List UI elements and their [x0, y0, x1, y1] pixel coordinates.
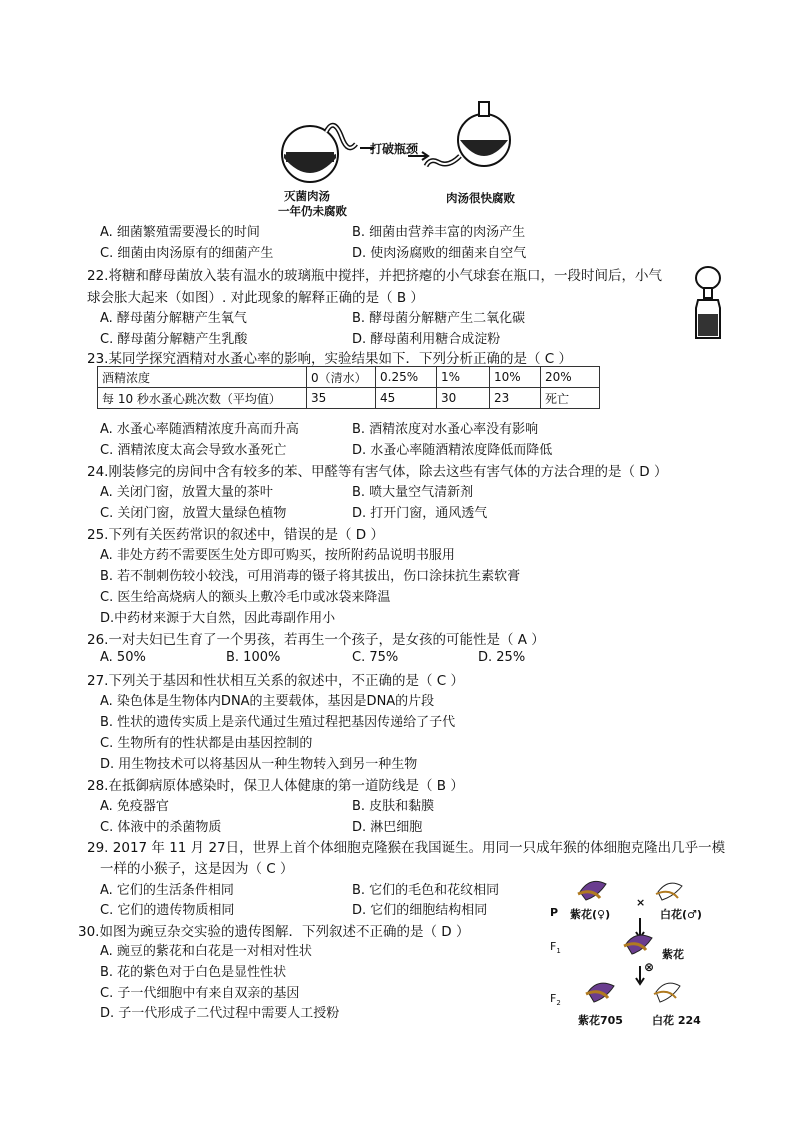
table-cell: 23 [490, 388, 541, 409]
q22-option-b: B. 酵母菌分解糖产生二氧化碳 [352, 311, 526, 326]
q28-option-a: A. 免疫器官 [100, 799, 169, 814]
purple-female-label: 紫花(♀) [570, 908, 611, 921]
q29-option-a: A. 它们的生活条件相同 [100, 883, 234, 898]
f2-generation-label [550, 992, 561, 1007]
q29-option-b: B. 它们的毛色和花纹相同 [352, 883, 500, 898]
q25-option-b: B. 若不制刺伤较小较浅，可用消毒的镊子将其拔出，伤口涂抹抗生素软膏 [100, 569, 521, 584]
q26-option-a: A. 50% [100, 650, 146, 665]
table-cell: 1% [437, 367, 490, 388]
f1-subscript: 1 [556, 947, 561, 956]
q30-option-a: A. 豌豆的紫花和白花是一对相对性状 [100, 944, 312, 959]
q27-option-c: C. 生物所有的性状都是由基因控制的 [100, 736, 313, 751]
table-cell: 0（清水） [307, 367, 376, 388]
left-flask-caption-2: 一年仍未腐败 [278, 204, 347, 218]
q29-stem-line2: 一样的小猴子，这是因为（ C ） [100, 861, 294, 877]
q21-option-d: D. 使肉汤腐败的细菌来自空气 [352, 246, 527, 261]
q23-option-c: C. 酒精浓度太高会导致水蚤死亡 [100, 443, 287, 458]
q23-option-b: B. 酒精浓度对水蚤心率没有影响 [352, 422, 539, 437]
table-cell: 35 [307, 388, 376, 409]
p-generation-label: P [550, 906, 559, 919]
right-flask-caption: 肉汤很快腐败 [446, 191, 515, 205]
table-cell: 酒精浓度 [98, 367, 307, 388]
q30-option-b: B. 花的紫色对于白色是显性性状 [100, 965, 287, 980]
q27-option-a: A. 染色体是生物体内DNA的主要载体，基因是DNA的片段 [100, 694, 435, 709]
table-row [98, 367, 600, 388]
q28-option-b: B. 皮肤和黏膜 [352, 799, 435, 814]
q23-data-table [97, 366, 600, 409]
q22-option-a: A. 酵母菌分解糖产生氧气 [100, 311, 247, 326]
q27-option-d: D. 用生物技术可以将基因从一种生物转入到另一种生物 [100, 757, 418, 772]
q29-stem-line1: 29. 2017 年 11 月 27日，世界上首个体细胞克隆猴在我国诞生。用同一只成年猴的体细胞克隆出几乎一模 [87, 840, 726, 856]
table-cell: 20% [541, 367, 600, 388]
q22-stem-line1: 22.将糖和酵母菌放入装有温水的玻璃瓶中搅拌，并把挤瘪的小气球套在瓶口，一段时间后，小气 [87, 268, 662, 284]
table-cell: 10% [490, 367, 541, 388]
f2-subscript: 2 [556, 999, 561, 1008]
white-male-label: 白花(♂) [660, 908, 702, 921]
f1-letter: F [550, 940, 557, 953]
selfing-symbol: ⊗ [644, 960, 655, 974]
q21-option-a: A. 细菌繁殖需要漫长的时间 [100, 225, 260, 240]
q30-option-d: D. 子一代形成子二代过程中需要人工授粉 [100, 1006, 340, 1021]
q28-option-d: D. 淋巴细胞 [352, 820, 423, 835]
q29-option-d: D. 它们的细胞结构相同 [352, 903, 488, 918]
f2-purple-count: 紫花705 [578, 1014, 623, 1027]
q26-option-c: C. 75% [352, 650, 399, 665]
swan-neck-flask-figure [278, 96, 526, 220]
q22-option-c: C. 酵母菌分解糖产生乳酸 [100, 332, 248, 347]
left-flask-caption-1: 灭菌肉汤 [284, 189, 330, 203]
q25-stem: 25.下列有关医药常识的叙述中，错误的是（ D ） [87, 527, 384, 543]
table-cell: 30 [437, 388, 490, 409]
q30-option-c: C. 子一代细胞中有来自双亲的基因 [100, 986, 300, 1001]
flask-arrow-label: 打破瓶颈 [370, 142, 419, 156]
q22-stem-line2: 球会胀大起来（如图）. 对此现象的解释正确的是（ B ） [87, 290, 424, 306]
q23-option-a: A. 水蚤心率随酒精浓度升高而升高 [100, 422, 299, 437]
q29-option-c: C. 它们的遗传物质相同 [100, 903, 235, 918]
q24-option-d: D. 打开门窗，通风透气 [352, 506, 488, 521]
q28-stem: 28.在抵御病原体感染时，保卫人体健康的第一道防线是（ B ） [87, 778, 464, 794]
q26-option-d: D. 25% [478, 650, 526, 665]
q25-option-c: C. 医生给高烧病人的额头上敷冷毛巾或冰袋来降温 [100, 590, 391, 605]
table-cell: 死亡 [541, 388, 600, 409]
q24-option-c: C. 关闭门窗，放置大量绿色植物 [100, 506, 287, 521]
table-cell: 45 [376, 388, 437, 409]
q21-option-b: B. 细菌由营养丰富的肉汤产生 [352, 225, 526, 240]
q28-option-c: C. 体液中的杀菌物质 [100, 820, 222, 835]
table-cell: 每 10 秒水蚤心跳次数（平均值） [98, 388, 307, 409]
q24-option-a: A. 关闭门窗，放置大量的茶叶 [100, 485, 273, 500]
q30-stem: 30.如图为豌豆杂交实验的遗传图解．下列叙述不正确的是（ D ） [78, 924, 470, 940]
f1-flower-label: 紫花 [662, 948, 684, 961]
f2-letter: F [550, 992, 557, 1005]
q21-option-c: C. 细菌由肉汤原有的细菌产生 [100, 246, 274, 261]
cross-symbol: × [636, 896, 646, 909]
q24-stem: 24.刚装修完的房间中含有较多的苯、甲醛等有害气体，除去这些有害气体的方法合理的是（ D ） [87, 464, 668, 480]
f2-white-count: 白花 224 [652, 1014, 701, 1027]
q25-option-a: A. 非处方药不需要医生处方即可购买，按所附药品说明书服用 [100, 548, 455, 563]
q26-option-b: B. 100% [226, 650, 281, 665]
f1-generation-label [550, 940, 561, 955]
table-cell: 0.25% [376, 367, 437, 388]
q22-option-d: D. 酵母菌利用糖合成淀粉 [352, 332, 501, 347]
table-row [98, 388, 600, 409]
q23-stem: 23.某同学探究酒精对水蚤心率的影响，实验结果如下．下列分析正确的是（ C ） [87, 351, 572, 367]
balloon-jar-figure [688, 264, 728, 342]
q27-stem: 27.下列关于基因和性状相互关系的叙述中，不正确的是（ C ） [87, 673, 464, 689]
q25-option-d: D.中药材来源于大自然，因此毒副作用小 [100, 611, 336, 626]
q23-option-d: D. 水蚤心率随酒精浓度降低而降低 [352, 443, 553, 458]
pea-cross-diagram [540, 874, 740, 1034]
q27-option-b: B. 性状的遗传实质上是亲代通过生殖过程把基因传递给了子代 [100, 715, 456, 730]
q24-option-b: B. 喷大量空气清新剂 [352, 485, 474, 500]
q26-stem: 26.一对夫妇已生育了一个男孩，若再生一个孩子，是女孩的可能性是（ A ） [87, 632, 545, 648]
